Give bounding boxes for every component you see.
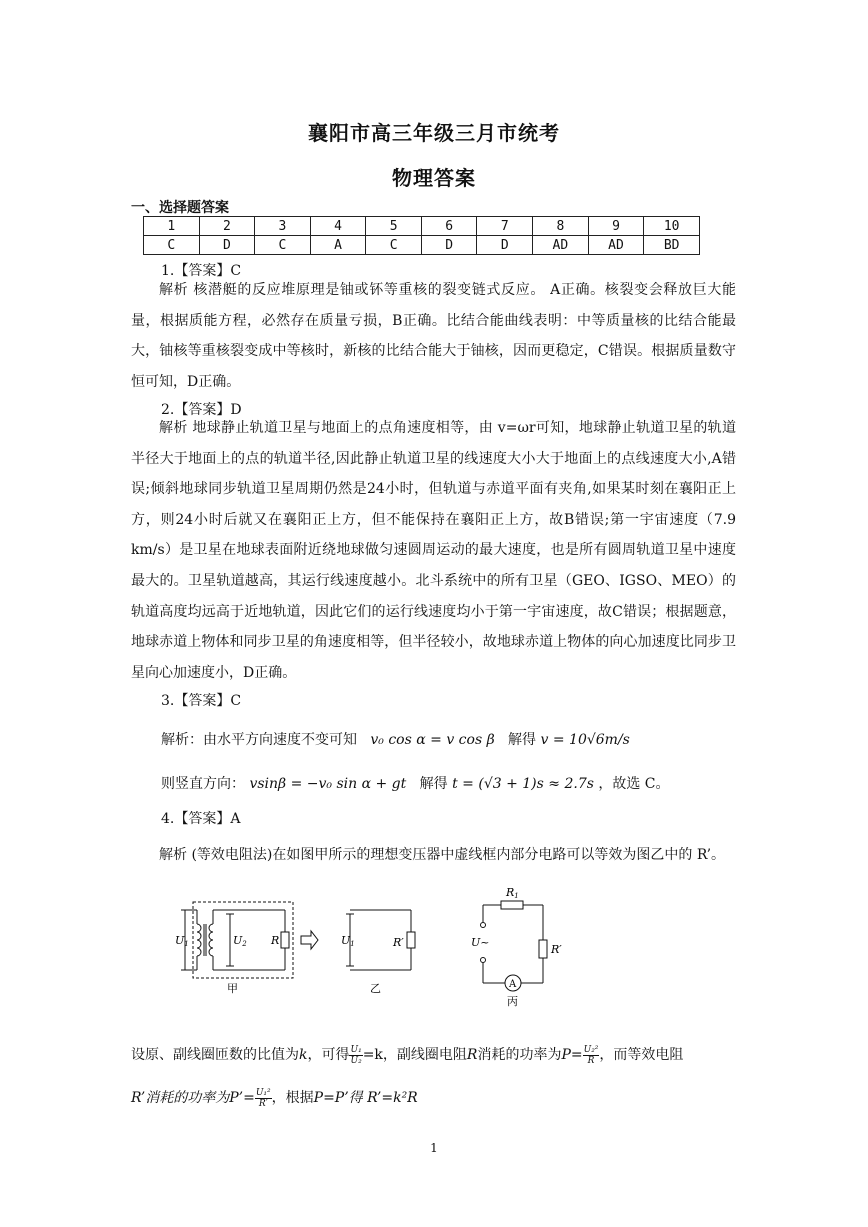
- table-cell: 5: [366, 217, 422, 236]
- q4-line-b-text-1: R’消耗的功率为: [131, 1090, 230, 1106]
- figure-yi-equivalent: [346, 910, 415, 970]
- table-cell: 1: [144, 217, 200, 236]
- q4-line-b-fraction: $\frac{\text{U₁²}}{R'}$: [255, 1087, 271, 1109]
- q3-line1-prefix: 解析：由水平方向速度不变可知: [161, 732, 357, 748]
- q3-line1-equation: v₀ cos α = v cos β: [370, 732, 495, 748]
- figure-bing-circuit: [481, 901, 548, 991]
- table-cell: D: [199, 236, 255, 255]
- table-cell: 2: [199, 217, 255, 236]
- q3-answer: 3.【答案】C: [161, 693, 242, 709]
- fig-yi-label-u1: U1: [341, 934, 355, 948]
- circuit-figures: [175, 880, 575, 1010]
- q4-line-a-text-5: ，而等效电阻: [599, 1047, 684, 1063]
- table-cell: BD: [644, 236, 700, 255]
- q4-line-a-text-3: =k，副线圈电阻: [362, 1047, 467, 1063]
- table-cell: C: [366, 236, 422, 255]
- fig-label-r1: R1: [506, 886, 519, 900]
- q4-line-b-text-3: P=P’得 R’=k²R: [313, 1090, 418, 1106]
- table-cell: 4: [310, 217, 366, 236]
- ammeter-icon: A: [509, 979, 517, 990]
- table-cell: AD: [533, 236, 589, 255]
- q4-line-a-r: R: [466, 1047, 478, 1063]
- q2-analysis: 解析 地球静止轨道卫星与地面上的点角速度相等，由 v=ωr可知，地球静止轨道卫星的轨道半径大于地面上的点的轨道半径,因此静止轨道卫星的线速度大小大于地面上的点线速度大小,A错误;倾斜地球同步轨道卫星周期仍然是24小时，但轨道与赤道平面有夹角,如果某时刻在襄阳正上方，则24小时后就又在襄阳正上方，但不能保持在襄阳正上方，故B错误;第一宇宙速度（7.9 km/s）是卫星在地球表面附近绕地球做匀速圆周运动的最大速度，也是所有圆周轨道卫星中速度最大的。卫星轨道越高，其运行线速度越小。北斗系统中的所有卫星（GEO、IGSO、MEO）的轨道高度均远高于近地轨道，因此它们的运行线速度均小于第一宇宙速度，故C错误；根据题意，地球赤道上物体和同步卫星的角速度相等，但半径较小，故地球赤道上物体的向心加速度比同步卫星向心加速度小，D正确。: [131, 420, 736, 681]
- table-cell: AD: [588, 236, 644, 255]
- table-cell: 7: [477, 217, 533, 236]
- fig-label-bing: 丙: [507, 995, 518, 1008]
- table-cell: D: [421, 236, 477, 255]
- q4-analysis: 解析 (等效电阻法)在如图甲所示的理想变压器中虚线框内部分电路可以等效为图乙中的 R’。: [159, 847, 726, 863]
- q4-line-a-k: k: [299, 1047, 308, 1063]
- table-cell: 3: [255, 217, 311, 236]
- table-cell: C: [255, 236, 311, 255]
- table-row-numbers: [144, 217, 700, 236]
- answer-table: [143, 216, 700, 255]
- q4-line-b-text-2: ，根据: [271, 1090, 314, 1106]
- fig-bing-label-r-prime: R′: [551, 943, 562, 956]
- table-cell: C: [144, 236, 200, 255]
- q4-line-a-text-1: 设原、副线圈匝数的比值为: [131, 1047, 299, 1063]
- page-number: 1: [430, 1141, 438, 1155]
- table-cell: 6: [421, 217, 477, 236]
- q2-answer: 2.【答案】D: [161, 402, 242, 418]
- table-cell: 8: [533, 217, 589, 236]
- q4-line-a-fraction: $\frac{\text{U₁}}{\text{U₂}}$: [350, 1044, 362, 1066]
- q3-line2-equation: vsinβ = −v₀ sin α + gt: [249, 776, 407, 792]
- q4-line-a-text-2: ，可得: [307, 1047, 350, 1063]
- q3-line2-mid: 解得: [419, 776, 448, 792]
- q1-analysis: 解析 核潜艇的反应堆原理是铀或钚等重核的裂变链式反应。 A正确。核裂变会释放巨大能量，根据质能方程，必然存在质量亏损，B正确。比结合能曲线表明：中等质量核的比结合能最大，铀核等重核裂变成中等核时，新核的比结合能大于铀核，因而更稳定，C错误。根据质量数守恒可知，D正确。: [131, 282, 736, 390]
- arrow-icon: [301, 931, 318, 949]
- q3-line2-result: t = (√3 + 1)s ≈ 2.7s: [452, 776, 594, 792]
- page-title: 襄阳市高三年级三月市统考: [308, 121, 560, 145]
- table-cell: D: [477, 236, 533, 255]
- q4-line-b-p: P’=: [229, 1090, 255, 1106]
- q3-line1-result: v = 10√6m/s: [540, 732, 630, 748]
- q3-line2-suffix: ，故选 C。: [598, 776, 670, 792]
- table-row-answers: [144, 236, 700, 255]
- q3-line1-mid: 解得: [508, 732, 537, 748]
- q1-answer: 1.【答案】C: [161, 263, 242, 279]
- fig-label-u1: U1: [175, 934, 189, 948]
- q4-derivation-line-2: [131, 1087, 418, 1109]
- table-cell: 9: [588, 217, 644, 236]
- section-heading: 一、选择题答案: [131, 200, 229, 216]
- fig-label-r-prime: R′: [393, 936, 404, 949]
- q4-answer: 4.【答案】A: [161, 811, 241, 827]
- q3-equation-line-1: [161, 729, 630, 749]
- page-subtitle: 物理答案: [392, 166, 476, 190]
- q3-equation-line-2: [161, 773, 670, 793]
- fig-label-u2: U2: [233, 934, 247, 948]
- fig-label-u-ac: U~: [471, 936, 490, 949]
- fig-label-jia: 甲: [227, 982, 238, 995]
- table-cell: 10: [644, 217, 700, 236]
- fig-label-yi: 乙: [370, 982, 381, 995]
- q3-line2-prefix: 则竖直方向：: [161, 776, 245, 792]
- q4-line-a-p: P=: [561, 1047, 583, 1063]
- q4-line-a-fraction-2: $\frac{\text{U₂²}}{R}$: [583, 1044, 599, 1066]
- q4-derivation-line-1: [131, 1044, 683, 1066]
- q4-line-a-text-4: 消耗的功率为: [477, 1047, 562, 1063]
- table-cell: A: [310, 236, 366, 255]
- fig-label-r: R: [271, 934, 280, 947]
